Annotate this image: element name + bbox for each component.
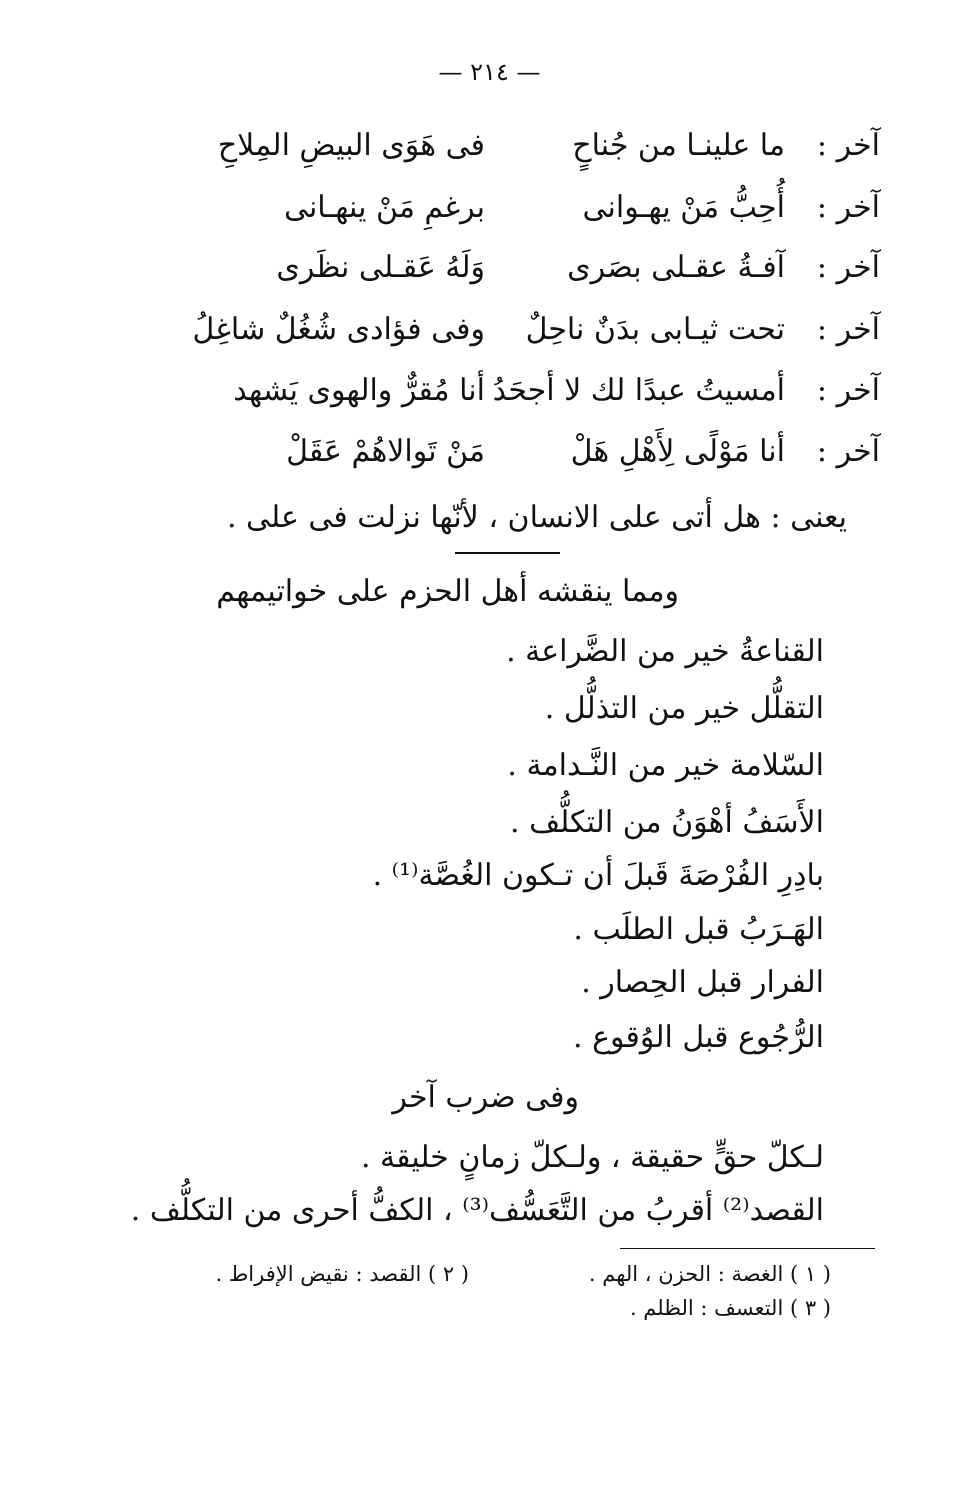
verse-first-hemistich: ما علينـا من جُناحٍ <box>572 128 785 163</box>
verse-label: آخر : <box>816 128 880 163</box>
verse-label: آخر : <box>816 373 880 408</box>
saying-line: الهَـرَبُ قبل الطلَب . <box>573 912 824 947</box>
verse-label: آخر : <box>816 250 880 285</box>
verse-second-hemistich: مَنْ تَوالاهُمْ عَقَلْ <box>286 434 485 469</box>
section-title: ومما ينقشه أهل الحزم على خواتيمهم <box>216 574 679 609</box>
page-number: — ٢١٤ — <box>438 58 541 86</box>
verse-first-hemistich: آفـةُ عقـلى بصَرى <box>567 250 785 285</box>
footnote: ( ٣ ) التعسف : الظلم . <box>629 1296 831 1320</box>
saying-line: القصد⁽²⁾ أقربُ من التَّعَسُّف⁽³⁾ ، الكفُّ أحرى من التكلُّف . <box>130 1193 824 1228</box>
verse-second-hemistich: أنا مُقرٌّ والهوى يَشهد <box>233 373 485 408</box>
footnote: ( ٢ ) القصد : نقيض الإفراط . <box>215 1262 469 1286</box>
verse-label: آخر : <box>816 312 880 347</box>
saying-line: لـكلّ حقٍّ حقيقة ، ولـكلّ زمانٍ خليقة . <box>360 1140 824 1175</box>
verse-second-hemistich: برغمِ مَنْ ينهـانى <box>283 190 485 225</box>
verse-label: آخر : <box>816 190 880 225</box>
verse-label: آخر : <box>816 434 880 469</box>
verse-first-hemistich: أمسيتُ عبدًا لك لا أجحَدُ <box>492 373 785 408</box>
section-divider <box>455 552 560 554</box>
verse-first-hemistich: أُحِبُّ مَنْ يهـوانى <box>582 190 785 225</box>
saying-line: التقلُّل خير من التذلُّل . <box>544 691 824 726</box>
saying-line: السّلامة خير من النَّـدامة . <box>507 748 824 783</box>
verse-row <box>200 128 880 178</box>
verse-first-hemistich: أنا مَوْلًى لِأَهْلِ هَلْ <box>570 434 785 469</box>
saying-line: الرُّجُوع قبل الوُقوع . <box>573 1020 824 1055</box>
saying-line: بادِرِ الفُرْصَةَ قَبلَ أن تـكون الغُصَّة⁽¹⁾ . <box>372 858 824 893</box>
footnote: ( ١ ) الغصة : الحزن ، الهم . <box>588 1262 831 1286</box>
footnote-rule <box>620 1248 875 1249</box>
verse-second-hemistich: وَلَهُ عَقـلى نظَرى <box>276 250 485 285</box>
saying-line: القناعةُ خير من الضَّراعة . <box>506 634 824 669</box>
verse-row <box>200 373 880 423</box>
verse-row <box>200 250 880 300</box>
verse-second-hemistich: فى هَوَى البيضِ المِلاحِ <box>217 128 485 163</box>
section-title: وفى ضرب آخر <box>392 1080 579 1115</box>
verse-row <box>200 190 880 240</box>
verse-row <box>200 434 880 484</box>
saying-line: الفرار قبل الحِصار . <box>581 965 824 1000</box>
saying-line: الأَسَفُ أهْوَنُ من التكلُّف . <box>510 805 824 840</box>
verse-first-hemistich: تحت ثيـابى بدَنٌ ناحِلٌ <box>525 312 785 347</box>
verse-explanation: يعنى : هل أتى على الانسان ، لأنّها نزلت فى على . <box>226 500 847 535</box>
verse-row <box>192 312 880 362</box>
verse-second-hemistich: وفى فؤادى شُغُلٌ شاغِلُ <box>192 312 485 347</box>
